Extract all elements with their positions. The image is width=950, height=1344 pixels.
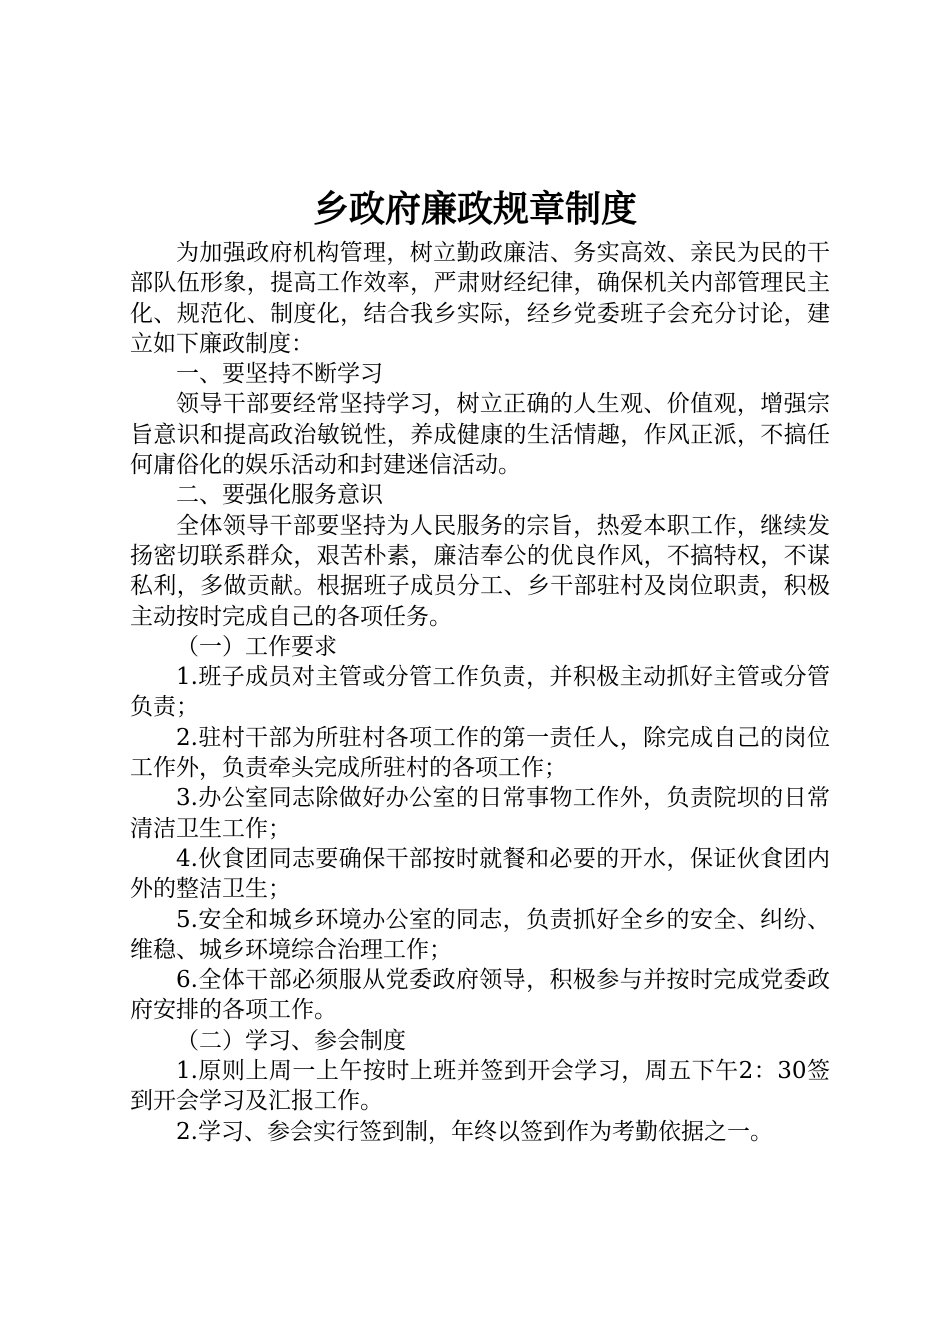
section-heading-1: 一、要坚持不断学习 <box>176 361 383 388</box>
section-2-paragraph: 全体领导干部要坚持为人民服务的宗旨，热爱本职工作，继续发扬密切联系群众，艰苦朴素，廉洁奉公的优良作风，不搞特权，不谋私利，多做贡献。根据班子成员分工、乡干部驻村及岗位职责，积极主动按时完成自己的各项任务。 <box>130 512 830 630</box>
intro-paragraph: 为加强政府机构管理，树立勤政廉洁、务实高效、亲民为民的干部队伍形象，提高工作效率，严肃财经纪律，确保机关内部管理民主化、规范化、制度化，结合我乡实际，经乡党委班子会充分讨论，建立如下廉政制度： <box>130 240 830 357</box>
section-1-paragraph: 领导干部要经常坚持学习，树立正确的人生观、价值观，增强宗旨意识和提高政治敏锐性，养成健康的生活情趣，作风正派，不搞任何庸俗化的娱乐活动和封建迷信活动。 <box>130 391 830 479</box>
document-body <box>130 238 830 1147</box>
work-item-2: 2.驻村干部为所驻村各项工作的第一责任人，除完成自己的岗位工作外，负责牵头完成所驻村的各项工作； <box>130 724 830 782</box>
subsection-heading-work-requirements: （一）工作要求 <box>176 633 337 660</box>
work-item-5: 5.安全和城乡环境办公室的同志，负责抓好全乡的安全、纠纷、维稳、城乡环境综合治理工作； <box>130 906 830 963</box>
work-item-1: 1.班子成员对主管或分管工作负责，并积极主动抓好主管或分管负责； <box>130 664 830 721</box>
subsection-heading-study-meeting: （二）学习、参会制度 <box>176 1027 406 1054</box>
study-item-1: 1.原则上周一上午按时上班并签到开会学习，周五下午2：30签到开会学习及汇报工作。 <box>130 1058 830 1115</box>
work-item-4: 4.伙食团同志要确保干部按时就餐和必要的开水，保证伙食团内外的整洁卫生； <box>130 845 830 903</box>
study-item-2: 2.学习、参会实行签到制，年终以签到作为考勤依据之一。 <box>176 1118 773 1145</box>
work-item-3: 3.办公室同志除做好办公室的日常事物工作外，负责院坝的日常清洁卫生工作； <box>130 785 830 842</box>
section-heading-2: 二、要强化服务意识 <box>176 482 383 509</box>
document-title: 乡政府廉政规章制度 <box>312 188 637 230</box>
work-item-6: 6.全体干部必须服从党委政府领导，积极参与并按时完成党委政府安排的各项工作。 <box>130 967 830 1024</box>
